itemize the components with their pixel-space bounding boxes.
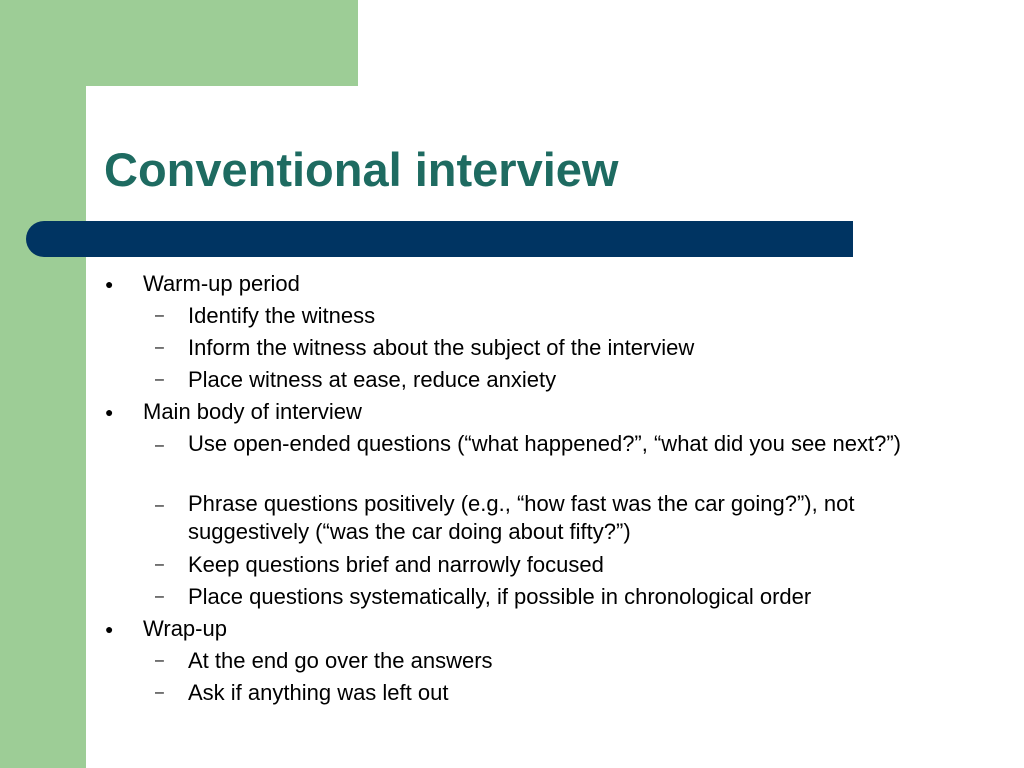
- sub-bullet-text: Phrase questions positively (e.g., “how fast was the car going?”), not suggestively (“was the car doing about fifty?”): [188, 491, 855, 544]
- bullet-text: Warm-up period: [143, 271, 300, 296]
- dash-icon: –: [155, 307, 164, 324]
- dash-icon: –: [155, 556, 164, 573]
- bullet-dot-icon: ●: [105, 404, 114, 420]
- dash-icon: –: [155, 497, 164, 514]
- sub-bullet-text: Inform the witness about the subject of the interview: [188, 335, 695, 360]
- slide-title: Conventional interview: [104, 143, 619, 196]
- sub-bullet-text: Use open-ended questions (“what happened?”, “what did you see next?”): [188, 431, 902, 456]
- dash-icon: –: [155, 339, 164, 356]
- title-underline-bar: [26, 221, 853, 257]
- sub-bullet-text: Place witness at ease, reduce anxiety: [188, 367, 557, 392]
- sub-bullet-text: Ask if anything was left out: [188, 680, 449, 705]
- bullet-dot-icon: ●: [105, 276, 114, 292]
- dash-icon: –: [155, 684, 164, 701]
- green-top-block: [0, 0, 358, 86]
- sub-bullet-text: At the end go over the answers: [188, 648, 493, 673]
- bullet-text: Wrap-up: [143, 616, 227, 641]
- dash-icon: –: [155, 437, 164, 454]
- sub-bullet-text: Keep questions brief and narrowly focused: [188, 552, 604, 577]
- dash-icon: –: [155, 652, 164, 669]
- bullet-text: Main body of interview: [143, 399, 362, 424]
- sub-bullet-text: Place questions systematically, if possible in chronological order: [188, 584, 812, 609]
- dash-icon: –: [155, 371, 164, 388]
- dash-icon: –: [155, 588, 164, 605]
- sub-bullet-text: Identify the witness: [188, 303, 376, 328]
- bullet-dot-icon: ●: [105, 621, 114, 637]
- green-side-strip: [0, 0, 86, 768]
